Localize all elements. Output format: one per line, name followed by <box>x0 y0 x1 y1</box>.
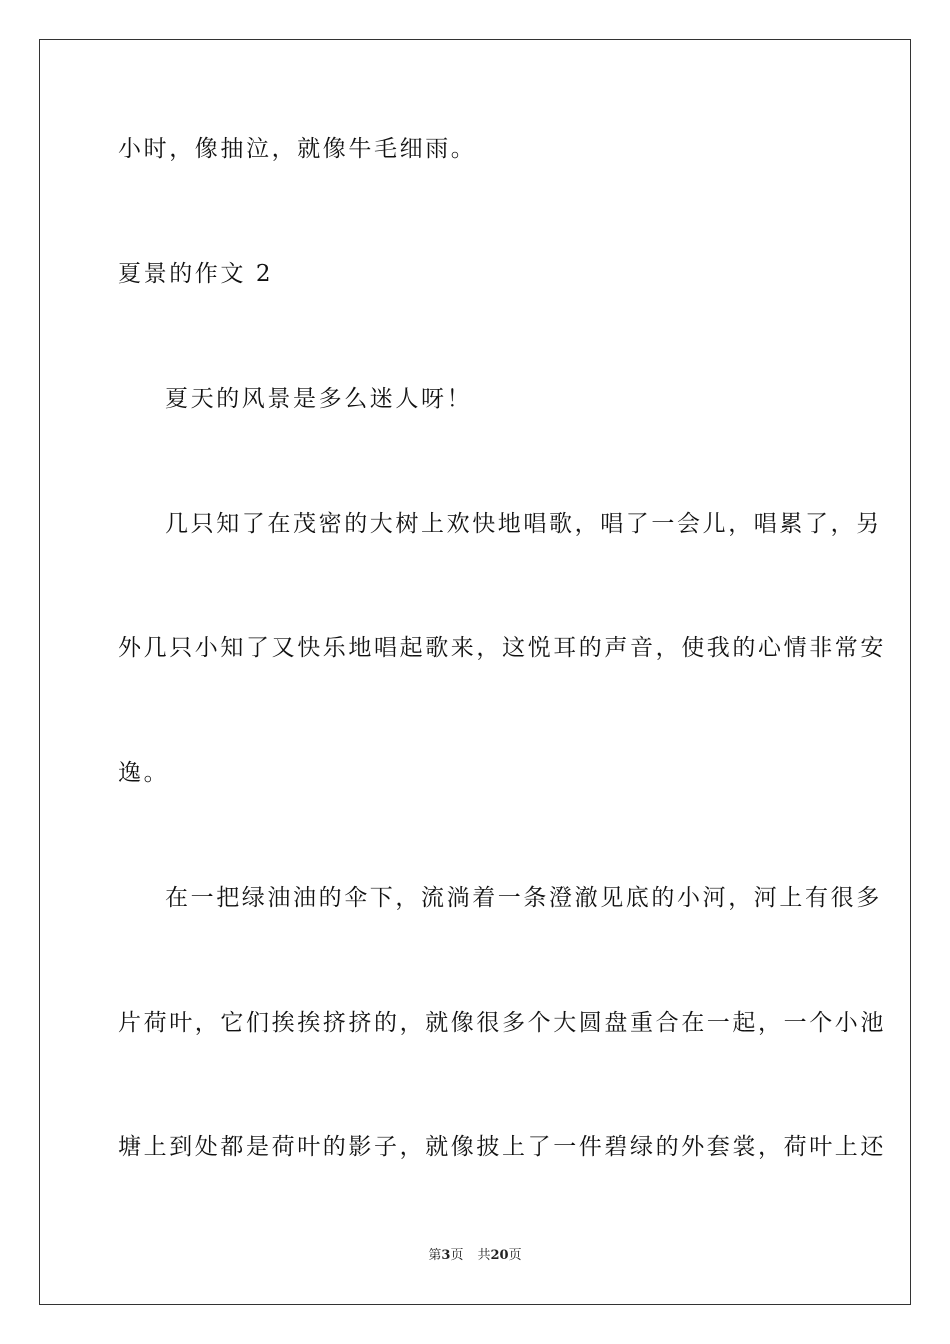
text-line-3: 夏天的风景是多么迷人呀！ <box>165 386 473 412</box>
page-border <box>39 39 911 1305</box>
page-footer <box>0 1247 950 1265</box>
footer-total-pages: 20 <box>490 1248 509 1263</box>
text-line-7: 在一把绿油油的伞下，流淌着一条澄澈见底的小河，河上有很多 <box>165 885 882 911</box>
text-line-4: 几只知了在茂密的大树上欢快地唱歌，唱了一会儿，唱累了，另 <box>165 511 882 537</box>
text-line-1: 小时，像抽泣，就像牛毛细雨。 <box>118 136 477 162</box>
footer-total-prefix: 共 <box>477 1248 491 1263</box>
footer-page-suffix: 页 <box>450 1248 464 1263</box>
section-heading: 夏景的作文 2 <box>118 261 274 287</box>
text-line-8: 片荷叶，它们挨挨挤挤的，就像很多个大圆盘重合在一起，一个小池 <box>118 1010 886 1036</box>
text-line-9: 塘上到处都是荷叶的影子，就像披上了一件碧绿的外套裳，荷叶上还 <box>118 1134 886 1160</box>
footer-total-suffix: 页 <box>508 1248 522 1263</box>
text-line-6: 逸。 <box>118 760 170 786</box>
footer-page-prefix: 第 <box>428 1248 442 1263</box>
footer-page-number: 3 <box>441 1248 451 1263</box>
text-line-5: 外几只小知了又快乐地唱起歌来，这悦耳的声音，使我的心情非常安 <box>118 635 886 661</box>
